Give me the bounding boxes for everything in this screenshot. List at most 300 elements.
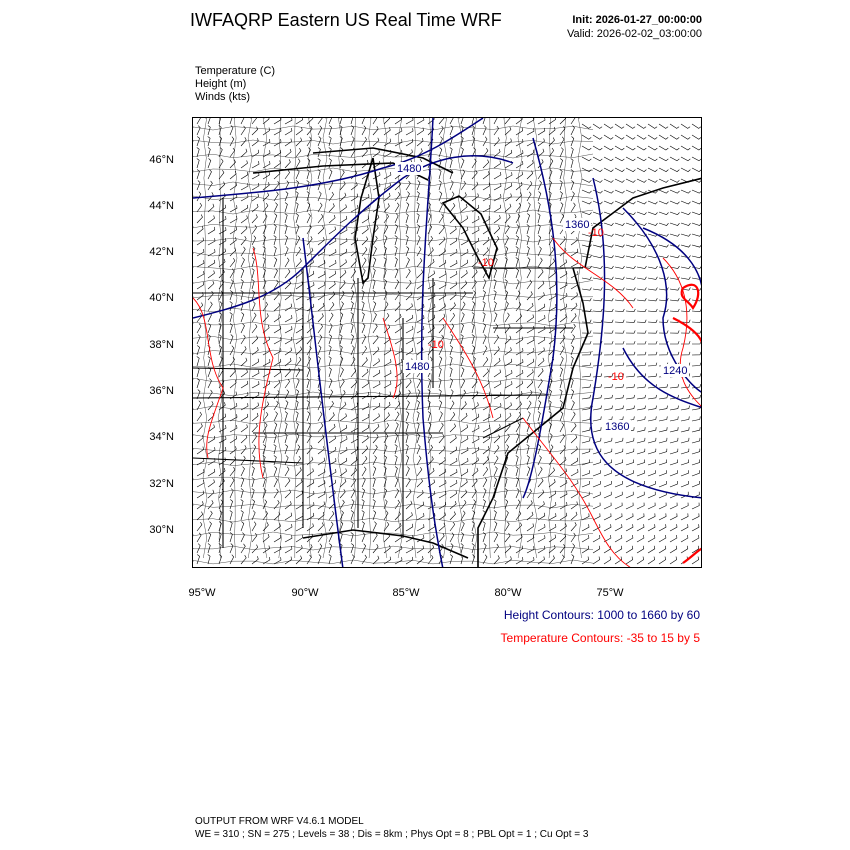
wind-barb <box>461 204 467 212</box>
wind-barb <box>406 524 413 531</box>
wind-barb <box>626 331 635 334</box>
wind-barb <box>571 203 575 212</box>
wind-barb <box>329 215 335 223</box>
wind-barb <box>439 523 445 531</box>
wind-barb <box>230 227 237 234</box>
wind-barb <box>692 460 700 466</box>
wind-barb <box>483 478 487 487</box>
wind-barb <box>274 467 277 477</box>
wind-barb <box>593 557 600 564</box>
wind-barb <box>450 335 453 345</box>
wind-barb <box>439 512 446 520</box>
wind-barb <box>494 335 499 344</box>
wind-barb <box>648 157 657 161</box>
wind-barb <box>648 524 655 531</box>
wind-barb <box>461 159 464 169</box>
wind-barb <box>362 403 369 410</box>
wind-barb <box>516 247 518 257</box>
wind-barb <box>285 524 292 531</box>
wind-barb <box>538 467 542 476</box>
wind-barb <box>472 533 474 543</box>
wind-barb <box>285 348 292 355</box>
wind-barb <box>659 277 668 280</box>
wind-barb <box>692 535 699 542</box>
wind-barb <box>505 118 510 124</box>
wind-barb <box>373 258 376 268</box>
wind-barb <box>593 546 600 553</box>
wind-barb <box>659 352 668 355</box>
wind-barb <box>241 205 248 212</box>
wind-barb <box>670 146 679 150</box>
wind-barb <box>670 223 680 226</box>
wind-barb <box>274 203 278 212</box>
wind-barb <box>681 146 690 150</box>
wind-barb <box>582 557 589 564</box>
wind-barb <box>318 192 321 201</box>
wind-barb <box>560 480 567 487</box>
wind-barb <box>197 126 200 135</box>
wind-barb <box>659 135 668 139</box>
wind-barb <box>296 467 301 476</box>
wind-barb <box>362 489 365 499</box>
wind-barb <box>329 412 334 421</box>
wind-barb <box>494 172 501 179</box>
wind-barb <box>593 298 602 301</box>
wind-barb <box>626 341 635 344</box>
wind-barb <box>681 449 689 454</box>
wind-barb <box>593 481 600 487</box>
wind-barb <box>593 406 602 410</box>
wind-barb <box>615 352 624 355</box>
wind-barb <box>648 460 656 466</box>
wind-barb <box>318 282 325 289</box>
wind-barb <box>681 438 689 443</box>
wind-barb <box>340 335 342 345</box>
wind-barb <box>505 522 509 531</box>
wind-barb <box>417 379 421 388</box>
wind-barb <box>241 555 246 564</box>
wind-barb <box>648 406 657 410</box>
wind-barb <box>263 456 265 466</box>
wind-barbs <box>197 118 702 564</box>
wind-barb <box>263 534 269 542</box>
wind-barb <box>208 227 215 234</box>
wind-barb <box>615 449 623 454</box>
wind-barb <box>230 205 237 212</box>
wind-barb <box>648 124 657 128</box>
wind-barb <box>659 309 668 312</box>
wind-barb <box>615 255 625 257</box>
wind-barb <box>461 500 466 509</box>
wind-barb <box>549 159 553 168</box>
wind-barb <box>307 412 310 422</box>
wind-barb <box>516 291 520 300</box>
wind-barb <box>681 352 690 355</box>
wind-barb <box>197 447 204 454</box>
wind-barb <box>241 247 245 256</box>
wind-barb <box>538 524 545 531</box>
wind-barb <box>538 118 545 124</box>
wind-barb <box>351 126 354 136</box>
wind-barb <box>219 118 221 124</box>
wind-barb <box>263 313 268 322</box>
wind-barb <box>571 544 575 553</box>
wind-barb <box>274 348 281 355</box>
wind-barb <box>428 304 435 311</box>
wind-barb <box>329 313 333 322</box>
contour-labels <box>395 162 689 433</box>
wind-barb <box>560 260 567 268</box>
wind-barb <box>274 160 281 168</box>
wind-barb <box>626 266 636 269</box>
wind-barb <box>560 137 564 146</box>
wind-barb <box>571 522 576 531</box>
wind-barb <box>637 212 647 215</box>
wind-barb <box>274 247 276 257</box>
wind-barb <box>538 337 545 344</box>
wind-barb <box>527 401 531 410</box>
wind-barb <box>505 381 512 388</box>
wind-barb <box>285 159 290 168</box>
wind-barb <box>197 226 203 234</box>
wind-barb <box>494 194 501 201</box>
wind-barb <box>494 205 501 212</box>
wind-barb <box>560 314 566 322</box>
wind-barb <box>274 434 276 444</box>
wind-barb <box>252 258 254 268</box>
wind-barb <box>560 513 567 520</box>
wind-barb <box>626 395 635 399</box>
wind-barb <box>527 535 534 542</box>
wind-barb <box>461 249 468 256</box>
wind-barb <box>637 179 646 182</box>
wind-barb <box>318 324 323 333</box>
wind-barb <box>197 260 204 267</box>
wind-barb <box>439 446 445 454</box>
wind-barb <box>406 315 413 322</box>
wind-barb <box>549 513 556 520</box>
wind-barb <box>461 270 467 278</box>
wind-barb <box>197 215 203 224</box>
wind-barb <box>692 470 700 476</box>
wind-barb <box>505 236 509 245</box>
wind-barb <box>351 313 353 323</box>
wind-barb <box>516 370 523 377</box>
wind-barb <box>197 469 204 476</box>
wind-barb <box>351 447 358 454</box>
wind-barb <box>439 314 445 322</box>
wind-barb <box>296 545 302 553</box>
lat-label: 42°N <box>149 246 174 258</box>
wind-barb <box>274 456 276 466</box>
wind-barb <box>626 557 633 564</box>
wind-barb <box>648 363 657 366</box>
wind-barb <box>571 126 575 135</box>
temperature-label: -10 <box>588 227 604 239</box>
wind-barb <box>197 412 202 421</box>
wind-barb <box>637 331 646 334</box>
wind-barb <box>637 438 645 443</box>
wind-barb <box>318 346 321 356</box>
wind-barb <box>637 363 646 366</box>
footer-model: OUTPUT FROM WRF V4.6.1 MODEL <box>195 816 364 827</box>
wind-barb <box>692 245 702 247</box>
wind-barb <box>252 533 257 542</box>
wind-barb <box>373 149 380 157</box>
wind-barb <box>329 126 332 136</box>
wind-barb <box>274 303 280 311</box>
wind-barb <box>659 535 666 542</box>
wind-barb <box>197 324 201 333</box>
wind-barb <box>571 170 573 180</box>
wind-barb <box>692 503 699 509</box>
wind-barb <box>582 535 589 542</box>
wind-barb <box>461 118 464 124</box>
wind-barb <box>318 271 325 278</box>
wind-barb <box>274 171 280 179</box>
lat-label: 38°N <box>149 339 174 351</box>
wind-barb <box>516 402 522 411</box>
wind-barb <box>615 212 625 215</box>
wind-barb <box>648 503 655 509</box>
wind-barb <box>461 447 468 454</box>
wind-barb <box>670 341 679 344</box>
wind-barb <box>373 533 377 542</box>
wind-barb <box>296 423 298 433</box>
wind-barb <box>538 315 545 322</box>
wind-barb <box>494 456 498 465</box>
wind-barb <box>692 373 701 377</box>
wind-barb <box>329 379 332 389</box>
wind-barb <box>450 424 456 432</box>
wind-barb <box>384 139 391 146</box>
wind-barb <box>230 258 235 267</box>
wind-barb <box>527 247 529 257</box>
wind-barb <box>483 137 487 146</box>
wind-barb <box>252 183 259 190</box>
wind-barb <box>439 192 442 202</box>
wind-barb <box>582 277 591 280</box>
wind-barb <box>351 118 353 124</box>
wind-barb <box>296 170 299 179</box>
wind-barb <box>626 168 635 172</box>
wind-barb <box>417 270 423 278</box>
wind-barb <box>329 203 334 212</box>
wind-barb <box>483 489 486 499</box>
height-label: 1480 <box>397 163 422 175</box>
wind-barb <box>296 247 301 256</box>
wind-barb <box>329 522 333 531</box>
wind-barb <box>670 546 677 553</box>
wind-barb <box>516 161 523 168</box>
wind-barb <box>439 401 442 411</box>
wind-barb <box>527 150 534 157</box>
wind-barb <box>571 313 576 322</box>
wind-barb <box>560 192 562 202</box>
wind-barb <box>351 468 357 477</box>
wind-barb <box>615 190 625 193</box>
wind-barb <box>692 124 701 128</box>
wind-barb <box>538 368 543 377</box>
wind-barb <box>604 309 613 312</box>
wind-barb <box>252 138 258 146</box>
wind-barb <box>659 266 669 269</box>
wind-barb <box>285 149 291 157</box>
wind-barb <box>208 238 215 245</box>
wind-barb <box>285 456 288 465</box>
wind-barb <box>637 298 646 301</box>
wind-barb <box>582 395 591 399</box>
wind-barb <box>637 406 646 410</box>
wind-barb <box>285 192 288 202</box>
lon-label: 80°W <box>494 587 522 599</box>
wind-barb <box>483 126 486 135</box>
wind-barb <box>604 201 614 204</box>
wind-barb <box>516 325 522 333</box>
wind-barb <box>472 335 474 345</box>
wind-barb <box>571 237 577 245</box>
wind-barb <box>560 346 564 355</box>
wind-barb <box>384 302 388 311</box>
wind-barb <box>450 346 453 356</box>
wind-barb <box>406 203 409 213</box>
wind-barb <box>494 381 501 388</box>
height-label: 1480 <box>405 361 430 373</box>
wind-barb <box>637 416 645 421</box>
wind-barb <box>681 234 691 236</box>
wind-barb <box>483 118 486 124</box>
wind-barb <box>538 358 544 366</box>
wind-barb <box>450 238 457 245</box>
wind-barb <box>285 535 292 542</box>
wind-barb <box>604 168 613 172</box>
wind-barb <box>637 460 645 466</box>
wind-barb <box>626 157 635 161</box>
wind-barb <box>406 390 410 399</box>
wind-barb <box>516 280 519 289</box>
wind-barb <box>329 555 331 565</box>
wind-barb <box>648 223 658 226</box>
wind-barb <box>417 214 419 224</box>
wind-barb <box>461 181 466 190</box>
wind-barb <box>406 181 410 190</box>
wind-barb <box>571 502 578 510</box>
wind-barb <box>626 277 635 280</box>
wind-barb <box>417 118 424 124</box>
footer-config: WE = 310 ; SN = 275 ; Levels = 38 ; Dis = 8km ; Phys Opt = 8 ; PBL Opt = 1 ; Cu Opt = 3 <box>195 829 589 840</box>
wind-barb <box>626 190 636 193</box>
wind-barb <box>538 490 544 498</box>
wind-barb <box>417 225 420 235</box>
wind-barb <box>626 460 634 466</box>
wind-barb <box>351 511 354 521</box>
wind-barb <box>692 524 699 531</box>
wind-barb <box>406 214 408 224</box>
wind-barb <box>483 369 489 377</box>
wind-barb <box>648 168 657 172</box>
wind-barb <box>307 445 312 454</box>
wind-barb <box>538 236 541 246</box>
wind-barb <box>670 234 680 236</box>
wind-barb <box>670 513 677 520</box>
wind-barb <box>472 425 479 432</box>
wind-barb <box>626 513 633 520</box>
wind-barb <box>428 412 430 422</box>
wind-barb <box>626 535 633 542</box>
lat-label: 30°N <box>149 524 174 536</box>
wind-barb <box>307 248 313 256</box>
wind-barb <box>670 427 678 432</box>
wind-barb <box>593 460 601 466</box>
wind-barb <box>692 438 700 443</box>
wind-barb <box>252 556 258 564</box>
wind-barb <box>538 390 542 399</box>
wind-barb <box>208 522 212 531</box>
wind-barb <box>296 524 303 531</box>
wind-barb <box>681 277 690 280</box>
wind-barb <box>648 320 657 323</box>
wind-barb <box>604 341 613 344</box>
wind-barb <box>659 557 666 564</box>
wind-barb <box>494 555 499 564</box>
wind-barb <box>384 225 388 234</box>
wind-barb <box>648 546 655 553</box>
wind-barb <box>450 458 457 465</box>
wind-barb <box>692 135 701 139</box>
wind-barb <box>252 381 259 388</box>
wind-barb <box>560 159 563 169</box>
wind-barb <box>626 234 636 236</box>
wind-barb <box>450 313 455 322</box>
wind-barb <box>604 384 613 388</box>
wind-barb <box>472 216 479 223</box>
wind-barb <box>373 247 377 256</box>
wind-barb <box>560 544 565 553</box>
wind-barb <box>307 544 312 553</box>
wind-barb <box>615 513 622 520</box>
wind-barb <box>329 447 336 454</box>
wind-barb <box>329 271 336 278</box>
wind-barb <box>406 128 413 135</box>
wind-barb <box>285 236 288 246</box>
wind-barb <box>230 500 233 510</box>
wind-barb <box>494 226 500 234</box>
wind-barb <box>681 470 689 476</box>
wind-barb <box>208 137 210 147</box>
wind-barb <box>516 150 523 157</box>
wind-barb <box>373 489 375 499</box>
wind-barb <box>538 214 540 224</box>
wind-barb <box>230 118 233 124</box>
wind-barb <box>417 326 424 333</box>
wind-barb <box>450 159 452 169</box>
wind-barb <box>681 503 688 509</box>
wind-barb <box>450 282 457 289</box>
wind-barb <box>571 181 574 191</box>
wind-barb <box>461 281 467 289</box>
wind-barb <box>285 326 292 333</box>
wind-barb <box>516 172 523 179</box>
wind-barb <box>626 320 635 323</box>
wind-barb <box>549 118 556 124</box>
wind-barb <box>505 204 511 212</box>
wind-barb <box>538 281 544 289</box>
wind-barb <box>208 357 210 367</box>
wind-barb <box>648 255 658 257</box>
wind-barb <box>604 223 614 226</box>
wind-barb <box>571 412 575 421</box>
wind-barb <box>362 533 365 543</box>
